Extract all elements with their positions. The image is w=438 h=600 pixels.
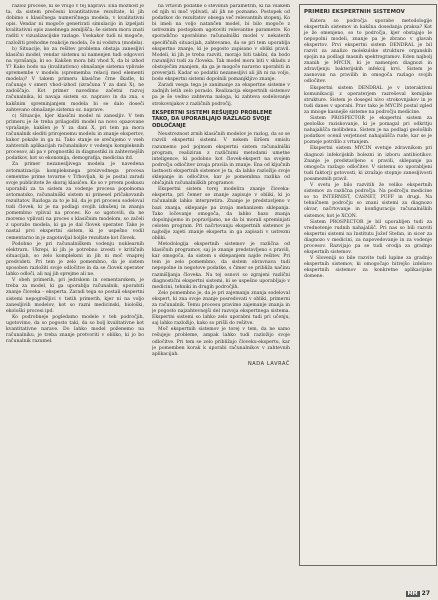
sidebar-paragraph: Sistem PROSPECTOR je ekspertni sistem za geološko raziskovanje, ki je pomagal pri odkritju nahajališča molibdena. Sistem je na podlagi geoloških podatkov ocenil verjetnost nahajališča rude, kar se je pozneje potrdilo z vrtanjem. [304,116,432,146]
column-1-paragraph: Ko podrobneje pogledamo modele v teh področjih, ugotovimo, da so pogosto taki, da so bolj kvalitativne kot kvantitativne narave. Do lahko model poženemo na računalniku, je treba znanje pretvoriti v obliko, ki jo bo računalnik razumel. [6,314,144,345]
column-2 [152,4,290,584]
column-1-paragraph: V obeh primerih, pri jedrskem in cementarskem, je treba za model, ki ga uporablja računalnik, uporabiti znanje človeka – eksperta. Zaradi tega so postali ekspertni sistemi nepogrešljivi v tistih primerih, kjer ni na voljo zanesljivih modelov, kot so razni medicinski, biološki, ekološki procesi ipd. [6,278,144,314]
column-1-paragraph: c) Situacije, kjer klasični model ni zanesljiv. V tem primeru je še treba prilagoditi model na novo opazovane vprašanje, kakšen je Y za dani X, pri tem pa mora računalnik slediti prirojenemu modelu in znanje ekspertov, kakor pokaže in ga ni. Tako stanje se srečujemo v vseh zahtevnih aplikacijah računalnikov v vodenju kompleksnih procesov, ali pa v prognostiki in diagnostiki in zahtevnejših podatkov, kot so ekonomija, demografija, medicina itd. [6,113,144,162]
column-1-paragraph: Podobno je pri računalniškem vodenju nuklearnih elektrarn. Ukrepi, ki jih je potrebno izvesti v kritičnih situacijah, so zelo kompleksni in jih ni moč vnaprej predvideti. Pri tem je zelo pomembno, da je sistem sposoben razložiti svoje odločitve in da se človek operater lahko odloči, ali naj jih sprejme ali ne. [6,241,144,278]
sidebar-paragraph: Sistem PROSPECTOR je bil uporabljen tudi za vrednotenje rudnih nahajališč. Pri nas so bili razviti ekspertni sistemi na Institutu Jožef Stefan, in sicer za diagnozo v medicini, za napovedovanje in za vodenje procesov. Razvijajo pa se tudi orodja za gradnjo ekspertnih sistemov. [304,219,432,256]
column-1-paragraph: Za primer nezanesljivega modela je navedena avtomatizacija kompleksnega proizvodnega procesa cementne prime tovarne v Trbovljah, ki je postal zaradi svoje publicitete že skoraj klasičen. Ko so v prvem poskusu uporabili za ta sistem za vodenje procesa popolnoma avtomatsko, računalniški sistem ni prinesel pričakovanih rezultatov. Razloga za to je bil, da je pri procesu sodeloval tudi človek, ki je na podlagi svojih izkušenj in znanja pomembno vplival na proces. Ko so ugotovili, da ne moremo vplivati na proces s klasičnim modelom, so začeli z uporabo modela, ki ga je dal človek operater. Tako je nastal prvi ekspertni sistem, ki je uspešno vodil cementarno in je zagotavljal boljše rezultate kot človek. [6,162,144,241]
sidebar-paragraph: Ekspertni sistem DENDRAL je v interaktivni komunikaciji z operaterjem razreševal kemijske strukture. Sistem je dosegel nivo strokovnjakov in je tudi danes v uporabi. Prav tako je MYCIN postal zgled za mnoge kasnejše sisteme na področju medicine. [304,85,432,115]
sidebar-paragraph: Katera so področja uporabe metodologije ekspertnih sistemov in kakšna dosedanja praksa? Kot je že omenjeno, so to področja, kjer obstajajo le nepopolni modeli, znanje pa je zbrano v glavah ekspertov. Prvi ekspertni sistem DENDRAL je bil razvit za analizo molekulske strukture organskih spojin na podlagi masnih spektrogramov. Eden najbolj znanih je MYCIN, ki je namenjen diagnozi in zdravljenju bakterijskih infekcij krvi. Sistem je zasnovan na pravilih in omogoča razlago svojih odločitev. [304,18,432,85]
column-2-paragraph: Ekspertni sistem torej modelira znanje človeka-eksperta, pri čemer se znanje zapisuje v obliki, ki jo računalnik lahko interpretira. Znanje je predstavljeno v bazi znanja, sklepanje pa izvaja mehanizem sklepanja. Tako ločevanje omogoča, da lahko bazo znanja dopolnjujemo in popravljamo, ne da bi morali spreminjati celoten program. Pri načrtovanju ekspertnih sistemov je najtežje zajeti znanje eksperta in ga zapisati v ustrezni obliki. [152,187,290,241]
column-1-paragraph: razlož procese, ki se vršijo v tej napravi. Ena možnost je ta, da sistem prečesni kvantitativne rezultate, ki jih dobimo s klasičnega numeričnega modela, v kvalitativni opis. Vendar ni mogoče generirati simulacijo in izpeljati kvalitativni opis zasebnega zemljišča; še sistem mora znati raditi v vizualizacijske razlage. Vsekakor tudi ni mogoče, razložiti prehodne reakcije modela, če ni vodstva (modela). [6,4,144,46]
sidebar-box-content [300,5,436,284]
column-1-paragraph: b) Situacije, ko za rešitev problema obstaja zanesljivi klasični model, vendar sistemu ni namenjen tudi odgovori na vprašanja, ki so: Kakšen mora biti vhod X, da bi izhod Y? Kako bodo na (kvalitativno) obnašanje sistema vplivale spremembe v modelu (sprememba relacij med elementi modela)? V takem primeru klasične črne škatle, ki računajo v smeri vhod–izhod (izračuna Y za dani X), ne zadoščajo. Kot primer navedimo začetni razvoj računalnika, ki navaja sistem oz. napravo in da zna, s kakšnim spreminjanjem modela bi se dalo doseči zahtevano obnašanje sistema oz. naprave. [6,46,144,113]
column-2-paragraph: ha vrtavih podatke o številnih parametrih, ki na vsakem od njih ni moč vplivati, ali jih ne poznamo. Postopek od podatkov do rezultatov obsega več relevantnih stopenj. Ko bi imeli na voljo natančen model, bi bilo mogoče z ustreznim postopkom ugotoviti relevantne parametre. Ko sporadično uporabimo računalniški model v nekaterih specifičnih situacijah, zahtevamo, da se pri tem uporablja ekspertno znanje, ki je pogosto zapisano v obliki pravil. Modeli, ki jih je treba razviti, morajo biti takšni, da bodo razumljivi tudi za človeka. Tak model mora biti v skladu z obstoječim znanjem, da ga je mogoče naravno uporabiti in preverjati. Kadar so podatki nezanesljivi ali jih ni na voljo, bodo ekspertni sistemi dopolnili pomanjkljivo znanje. [152,4,290,83]
article-author: NADA LAVRAČ [247,360,290,367]
column-2-paragraph: Zelo pomembno je, da je pri zajemanju znanja sodeloval ekspert, ki zna svoje znanje posredovati v obliki, primerni za računalnik. Temu procesu pravimo zajemanje znanja in je pogosto najzahtevnejši del razvoja ekspertnega sistema. Ekspertni sistemi so lahko zelo uporabni tudi pri učenju, saj lahko razložijo, kako so prišli do rešitve. [152,290,290,327]
sidebar-box [299,4,437,566]
magazine-logo: MM [407,591,418,597]
sidebar-paragraph: Ekspertni sistem MYCIN svetuje zdravnikom pri diagnozi infekcijskih bolezni in izboru antibiotikov. Znanje je predstavljeno s pravili, sklepanje pa omogoča razlago odločitev. V sistemu so uporabljeni tudi faktorji gotovosti, ki izražajo stopnjo zanesljivosti posameznih pravil. [304,146,432,182]
sidebar-paragraph: V Sloveniji so bile razvite tudi lupine za gradnjo ekspertnih sistemov, ki omogočajo hitrejšo izdelavo ekspertnih sistemov za konkretne aplikacijske domene. [304,256,432,280]
column-2-paragraph: Zaradi vsega tega je zanimanje za ekspertne sisteme v zadnjih letih zelo poraslo. Realizacija ekspertnih sistemov pa je še vedno zahtevna naloga, ki zahteva sodelovanje strokovnjakov z različnih področij. [152,83,290,107]
article-columns [6,4,432,584]
column-1 [6,4,144,584]
section-heading: EKSPERTNI SISTEMI REŠUJEJO PROBLEME TAKO, DA UPORABLJAJO RAZLAGO SVOJE ODLOČANJE [152,109,273,129]
column-2-paragraph: Moč ekspertnih sistemov je torej v tem, da ne samo rešujejo probleme, ampak lahko tudi razložijo svoje odločitve. Pri tem se zelo približajo človeku-ekspertu, kar je pomemben korak k uporabi računalnikov v zahtevnih aplikacijah. [152,327,290,357]
column-2-paragraph: Neustreznost zrnih klasičnih modelov je razlog, da so se razvili ekspertni sistemi. V nekem širšem smislu razumemo pod pojmom ekspertni sistem računalniški program, realiziran z različnimi metodami umetne inteligence, ki podobno kot človek-ekspert na svojem področju odločitev izvaja pravila in znanje. Ena od ključnih lastnosti ekspertnih sistemov je ta, da lahko razložijo svoje sklepanje in odločitve, kar je pomembna razlika od običajnih računalniških programov. [152,132,290,187]
page-number: 27 [421,590,430,597]
column-2-paragraph: Metodologija ekspertnih sistemov je različna od klasičnih programov, saj je znanje predstavljeno s pravili, kar omogoča, da sistem s sklepanjem najde rešitev. Pri tem je zelo pomembno, da sistem obravnava tudi nepopolne in negotove podatke, s čimer se približa načinu razmišljanja človeka. Na tej osnovi so zgrajeni različni diagnostični ekspertni sistemi, ki se uspešno uporabljajo v medicini, tehniki in drugih področjih. [152,242,290,290]
sidebar-box-title: PRIMERI EKSPERTNIH SISTEMOV [304,9,405,15]
page-footer [406,590,430,597]
sidebar-paragraph: V svetu je bilo razvitih že veliko ekspertnih sistemov za različna področja. Na področju medicine so to INTERNIST, CASNET, PUFF in drugi. Na tehničnem področju so znani sistemi za diagnozo okvar, načrtovanje in konfiguracijo računalniških sistemov, kot je XCON. [304,183,432,219]
